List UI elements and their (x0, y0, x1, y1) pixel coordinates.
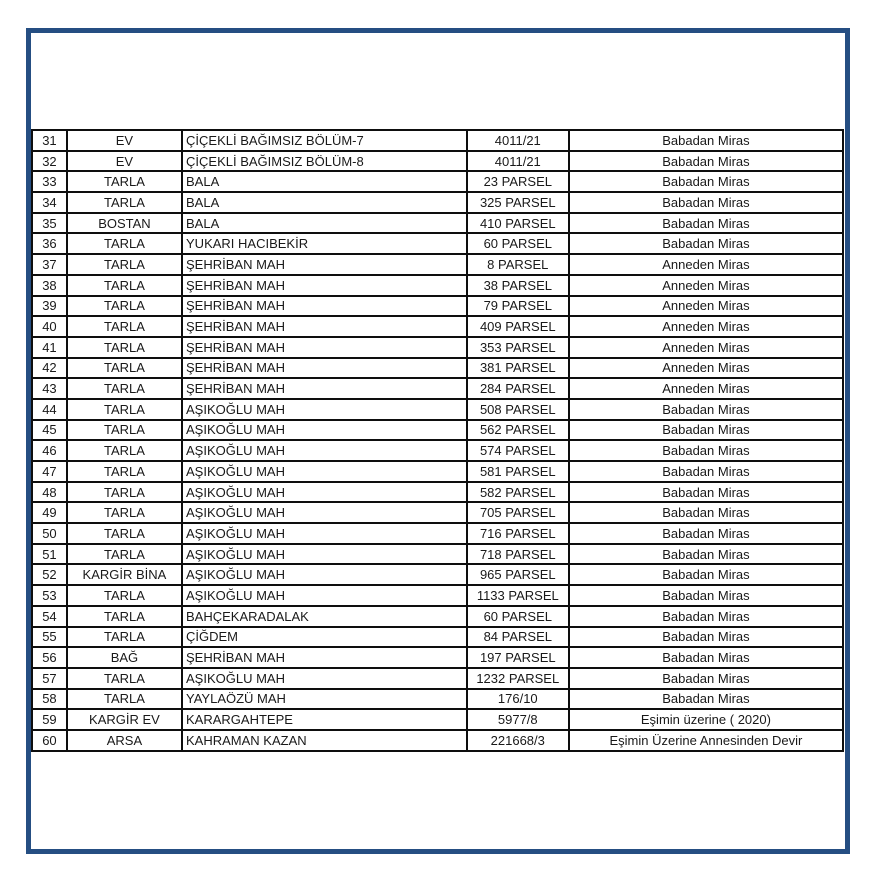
cell-location: AŞIKOĞLU MAH (182, 502, 467, 523)
cell-property-type: EV (67, 151, 182, 172)
table-row (32, 689, 843, 710)
cell-location: ŞEHRİBAN MAH (182, 337, 467, 358)
document-frame (26, 28, 850, 854)
table-row (32, 544, 843, 565)
cell-parcel-number: 353 PARSEL (467, 337, 569, 358)
cell-location: AŞIKOĞLU MAH (182, 399, 467, 420)
cell-parcel-number: 562 PARSEL (467, 420, 569, 441)
cell-property-type: KARGİR EV (67, 709, 182, 730)
cell-row-number: 43 (32, 378, 67, 399)
cell-parcel-number: 409 PARSEL (467, 316, 569, 337)
cell-acquisition: Babadan Miras (569, 399, 843, 420)
cell-property-type: TARLA (67, 233, 182, 254)
table-row (32, 420, 843, 441)
cell-property-type: TARLA (67, 523, 182, 544)
cell-parcel-number: 574 PARSEL (467, 440, 569, 461)
cell-row-number: 57 (32, 668, 67, 689)
table-row (32, 399, 843, 420)
cell-property-type: TARLA (67, 275, 182, 296)
table-row (32, 627, 843, 648)
cell-property-type: ARSA (67, 730, 182, 751)
table-row (32, 151, 843, 172)
cell-acquisition: Anneden Miras (569, 316, 843, 337)
table-row (32, 709, 843, 730)
cell-property-type: TARLA (67, 585, 182, 606)
property-table (31, 129, 844, 752)
cell-property-type: TARLA (67, 420, 182, 441)
cell-parcel-number: 38 PARSEL (467, 275, 569, 296)
cell-location: ŞEHRİBAN MAH (182, 358, 467, 379)
cell-acquisition: Babadan Miras (569, 523, 843, 544)
cell-parcel-number: 84 PARSEL (467, 627, 569, 648)
cell-parcel-number: 1232 PARSEL (467, 668, 569, 689)
cell-parcel-number: 284 PARSEL (467, 378, 569, 399)
cell-property-type: TARLA (67, 316, 182, 337)
cell-location: YAYLAÖZÜ MAH (182, 689, 467, 710)
table-row (32, 254, 843, 275)
cell-acquisition: Anneden Miras (569, 296, 843, 317)
cell-parcel-number: 582 PARSEL (467, 482, 569, 503)
cell-acquisition: Babadan Miras (569, 192, 843, 213)
cell-property-type: TARLA (67, 192, 182, 213)
cell-parcel-number: 965 PARSEL (467, 564, 569, 585)
cell-acquisition: Anneden Miras (569, 337, 843, 358)
cell-acquisition: Babadan Miras (569, 585, 843, 606)
cell-acquisition: Babadan Miras (569, 627, 843, 648)
cell-parcel-number: 381 PARSEL (467, 358, 569, 379)
cell-property-type: TARLA (67, 337, 182, 358)
cell-row-number: 37 (32, 254, 67, 275)
cell-property-type: TARLA (67, 627, 182, 648)
cell-parcel-number: 60 PARSEL (467, 233, 569, 254)
cell-location: ÇİĞDEM (182, 627, 467, 648)
cell-property-type: TARLA (67, 606, 182, 627)
cell-location: KAHRAMAN KAZAN (182, 730, 467, 751)
cell-acquisition: Eşimin üzerine ( 2020) (569, 709, 843, 730)
cell-location: AŞIKOĞLU MAH (182, 482, 467, 503)
table-row (32, 502, 843, 523)
cell-acquisition: Babadan Miras (569, 171, 843, 192)
cell-parcel-number: 410 PARSEL (467, 213, 569, 234)
cell-parcel-number: 718 PARSEL (467, 544, 569, 565)
cell-location: AŞIKOĞLU MAH (182, 544, 467, 565)
property-table-body (32, 130, 843, 751)
cell-location: BALA (182, 192, 467, 213)
cell-acquisition: Anneden Miras (569, 358, 843, 379)
cell-location: ŞEHRİBAN MAH (182, 316, 467, 337)
cell-property-type: TARLA (67, 399, 182, 420)
cell-row-number: 46 (32, 440, 67, 461)
cell-parcel-number: 581 PARSEL (467, 461, 569, 482)
cell-location: BALA (182, 171, 467, 192)
property-table-container (31, 129, 844, 752)
table-row (32, 647, 843, 668)
table-row (32, 192, 843, 213)
cell-row-number: 55 (32, 627, 67, 648)
cell-property-type: TARLA (67, 482, 182, 503)
cell-property-type: TARLA (67, 358, 182, 379)
cell-location: AŞIKOĞLU MAH (182, 668, 467, 689)
cell-acquisition: Babadan Miras (569, 482, 843, 503)
cell-acquisition: Babadan Miras (569, 420, 843, 441)
table-row (32, 296, 843, 317)
cell-location: ŞEHRİBAN MAH (182, 296, 467, 317)
cell-row-number: 54 (32, 606, 67, 627)
cell-parcel-number: 221668/3 (467, 730, 569, 751)
cell-acquisition: Babadan Miras (569, 213, 843, 234)
cell-row-number: 44 (32, 399, 67, 420)
cell-acquisition: Babadan Miras (569, 606, 843, 627)
cell-parcel-number: 1133 PARSEL (467, 585, 569, 606)
cell-parcel-number: 23 PARSEL (467, 171, 569, 192)
cell-parcel-number: 4011/21 (467, 151, 569, 172)
cell-row-number: 41 (32, 337, 67, 358)
cell-acquisition: Babadan Miras (569, 647, 843, 668)
table-row (32, 171, 843, 192)
table-row (32, 378, 843, 399)
cell-acquisition: Babadan Miras (569, 564, 843, 585)
cell-location: AŞIKOĞLU MAH (182, 440, 467, 461)
table-row (32, 730, 843, 751)
cell-acquisition: Babadan Miras (569, 668, 843, 689)
cell-location: AŞIKOĞLU MAH (182, 420, 467, 441)
cell-row-number: 33 (32, 171, 67, 192)
cell-row-number: 48 (32, 482, 67, 503)
cell-row-number: 47 (32, 461, 67, 482)
cell-location: ÇİÇEKLİ BAĞIMSIZ BÖLÜM-7 (182, 130, 467, 151)
cell-row-number: 51 (32, 544, 67, 565)
table-row (32, 337, 843, 358)
cell-parcel-number: 197 PARSEL (467, 647, 569, 668)
cell-property-type: TARLA (67, 171, 182, 192)
cell-row-number: 31 (32, 130, 67, 151)
table-row (32, 585, 843, 606)
table-row (32, 668, 843, 689)
cell-row-number: 42 (32, 358, 67, 379)
cell-parcel-number: 508 PARSEL (467, 399, 569, 420)
cell-location: AŞIKOĞLU MAH (182, 461, 467, 482)
cell-parcel-number: 705 PARSEL (467, 502, 569, 523)
cell-acquisition: Babadan Miras (569, 502, 843, 523)
cell-row-number: 38 (32, 275, 67, 296)
cell-row-number: 36 (32, 233, 67, 254)
cell-acquisition: Babadan Miras (569, 461, 843, 482)
cell-property-type: TARLA (67, 378, 182, 399)
cell-row-number: 34 (32, 192, 67, 213)
cell-acquisition: Anneden Miras (569, 254, 843, 275)
cell-row-number: 60 (32, 730, 67, 751)
cell-acquisition: Anneden Miras (569, 275, 843, 296)
cell-row-number: 49 (32, 502, 67, 523)
cell-parcel-number: 79 PARSEL (467, 296, 569, 317)
table-row (32, 233, 843, 254)
cell-row-number: 35 (32, 213, 67, 234)
cell-location: ŞEHRİBAN MAH (182, 254, 467, 275)
cell-property-type: EV (67, 130, 182, 151)
cell-property-type: TARLA (67, 254, 182, 275)
cell-parcel-number: 4011/21 (467, 130, 569, 151)
cell-location: YUKARI HACIBEKİR (182, 233, 467, 254)
cell-parcel-number: 8 PARSEL (467, 254, 569, 275)
table-row (32, 523, 843, 544)
cell-acquisition: Eşimin Üzerine Annesinden Devir (569, 730, 843, 751)
cell-location: BAHÇEKARADALAK (182, 606, 467, 627)
table-row (32, 358, 843, 379)
cell-parcel-number: 716 PARSEL (467, 523, 569, 544)
table-row (32, 606, 843, 627)
cell-row-number: 59 (32, 709, 67, 730)
cell-row-number: 56 (32, 647, 67, 668)
table-row (32, 275, 843, 296)
cell-location: ŞEHRİBAN MAH (182, 275, 467, 296)
cell-acquisition: Babadan Miras (569, 130, 843, 151)
cell-property-type: TARLA (67, 689, 182, 710)
cell-row-number: 40 (32, 316, 67, 337)
cell-location: AŞIKOĞLU MAH (182, 523, 467, 544)
cell-acquisition: Anneden Miras (569, 378, 843, 399)
cell-property-type: TARLA (67, 461, 182, 482)
cell-property-type: BOSTAN (67, 213, 182, 234)
cell-acquisition: Babadan Miras (569, 544, 843, 565)
cell-property-type: TARLA (67, 440, 182, 461)
cell-location: BALA (182, 213, 467, 234)
cell-location: ŞEHRİBAN MAH (182, 647, 467, 668)
table-row (32, 440, 843, 461)
cell-row-number: 32 (32, 151, 67, 172)
cell-parcel-number: 60 PARSEL (467, 606, 569, 627)
table-row (32, 213, 843, 234)
table-row (32, 461, 843, 482)
cell-parcel-number: 325 PARSEL (467, 192, 569, 213)
table-row (32, 130, 843, 151)
cell-property-type: TARLA (67, 668, 182, 689)
table-row (32, 564, 843, 585)
cell-location: KARARGAHTEPE (182, 709, 467, 730)
cell-row-number: 52 (32, 564, 67, 585)
cell-parcel-number: 176/10 (467, 689, 569, 710)
cell-property-type: BAĞ (67, 647, 182, 668)
cell-location: ÇİÇEKLİ BAĞIMSIZ BÖLÜM-8 (182, 151, 467, 172)
cell-property-type: TARLA (67, 544, 182, 565)
cell-acquisition: Babadan Miras (569, 689, 843, 710)
table-row (32, 316, 843, 337)
cell-row-number: 39 (32, 296, 67, 317)
cell-location: ŞEHRİBAN MAH (182, 378, 467, 399)
cell-parcel-number: 5977/8 (467, 709, 569, 730)
cell-location: AŞIKOĞLU MAH (182, 585, 467, 606)
cell-row-number: 50 (32, 523, 67, 544)
cell-property-type: KARGİR BİNA (67, 564, 182, 585)
cell-acquisition: Babadan Miras (569, 440, 843, 461)
cell-location: AŞIKOĞLU MAH (182, 564, 467, 585)
cell-property-type: TARLA (67, 296, 182, 317)
cell-row-number: 58 (32, 689, 67, 710)
cell-row-number: 45 (32, 420, 67, 441)
cell-property-type: TARLA (67, 502, 182, 523)
cell-acquisition: Babadan Miras (569, 151, 843, 172)
cell-row-number: 53 (32, 585, 67, 606)
cell-acquisition: Babadan Miras (569, 233, 843, 254)
table-row (32, 482, 843, 503)
